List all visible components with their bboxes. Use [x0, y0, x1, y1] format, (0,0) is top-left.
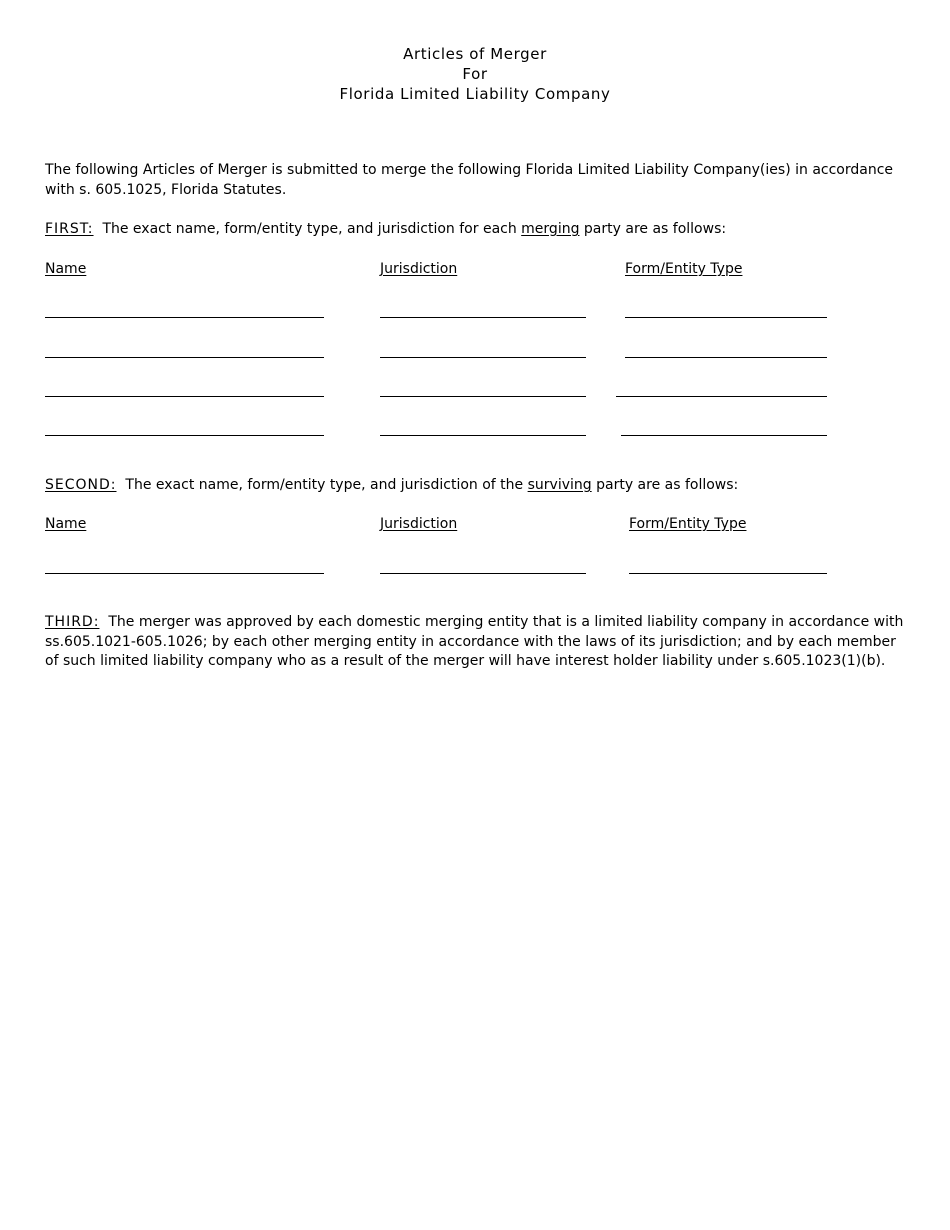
intro-paragraph: The following Articles of Merger is submitted to merge the following Florida Limited Liability Company(ies) in accordance with s. 605.1025, Florida Statutes. [45, 162, 894, 198]
merging-jurisdiction-line-3[interactable] [380, 396, 586, 397]
first-section-statement [45, 220, 907, 240]
merging-name-line-2[interactable] [45, 357, 324, 358]
first-column-jurisdiction-header: Jurisdiction [380, 261, 458, 277]
second-emphasis: surviving [527, 477, 592, 493]
merging-name-line-4[interactable] [45, 435, 324, 436]
surviving-form-line[interactable] [629, 573, 827, 574]
third-label: THIRD: [45, 614, 100, 630]
merging-form-line-1[interactable] [625, 317, 827, 318]
surviving-jurisdiction-line[interactable] [380, 573, 586, 574]
form-title-line-2: For [462, 65, 488, 83]
first-emphasis: merging [521, 221, 580, 237]
second-column-name-header: Name [45, 516, 87, 532]
second-section-statement [45, 476, 907, 496]
first-text-after: party are as follows: [583, 221, 727, 237]
merging-form-line-4[interactable] [621, 435, 827, 436]
form-title-line-3: Florida Limited Liability Company [339, 85, 611, 103]
merging-name-line-3[interactable] [45, 396, 324, 397]
second-label: SECOND: [45, 477, 117, 493]
merging-jurisdiction-line-1[interactable] [380, 317, 586, 318]
first-column-name-header: Name [45, 261, 87, 277]
second-text-before: The exact name, form/entity type, and jurisdiction of the [125, 477, 524, 493]
third-section-statement [45, 613, 907, 672]
merging-jurisdiction-line-4[interactable] [380, 435, 586, 436]
third-text: The merger was approved by each domestic merging entity that is a limited liability company in accordance with ss.605.1021-605.1026; by each other merging entity in accordance with the laws of its jurisdiction; and by each member of such limited liability company who as a result of the merger will have interest holder liability under s.605.1023(1)(b). [45, 614, 904, 669]
second-column-jurisdiction-header: Jurisdiction [380, 516, 458, 532]
merging-form-line-2[interactable] [625, 357, 827, 358]
second-column-form-header: Form/Entity Type [629, 516, 747, 532]
merging-name-line-1[interactable] [45, 317, 324, 318]
merging-jurisdiction-line-2[interactable] [380, 357, 586, 358]
surviving-name-line[interactable] [45, 573, 324, 574]
form-title-line-1: Articles of Merger [403, 45, 547, 63]
first-text-before: The exact name, form/entity type, and jurisdiction for each [102, 221, 517, 237]
first-column-form-header: Form/Entity Type [625, 261, 743, 277]
second-text-after: party are as follows: [596, 477, 739, 493]
merging-form-line-3[interactable] [616, 396, 827, 397]
first-label: FIRST: [45, 221, 94, 237]
